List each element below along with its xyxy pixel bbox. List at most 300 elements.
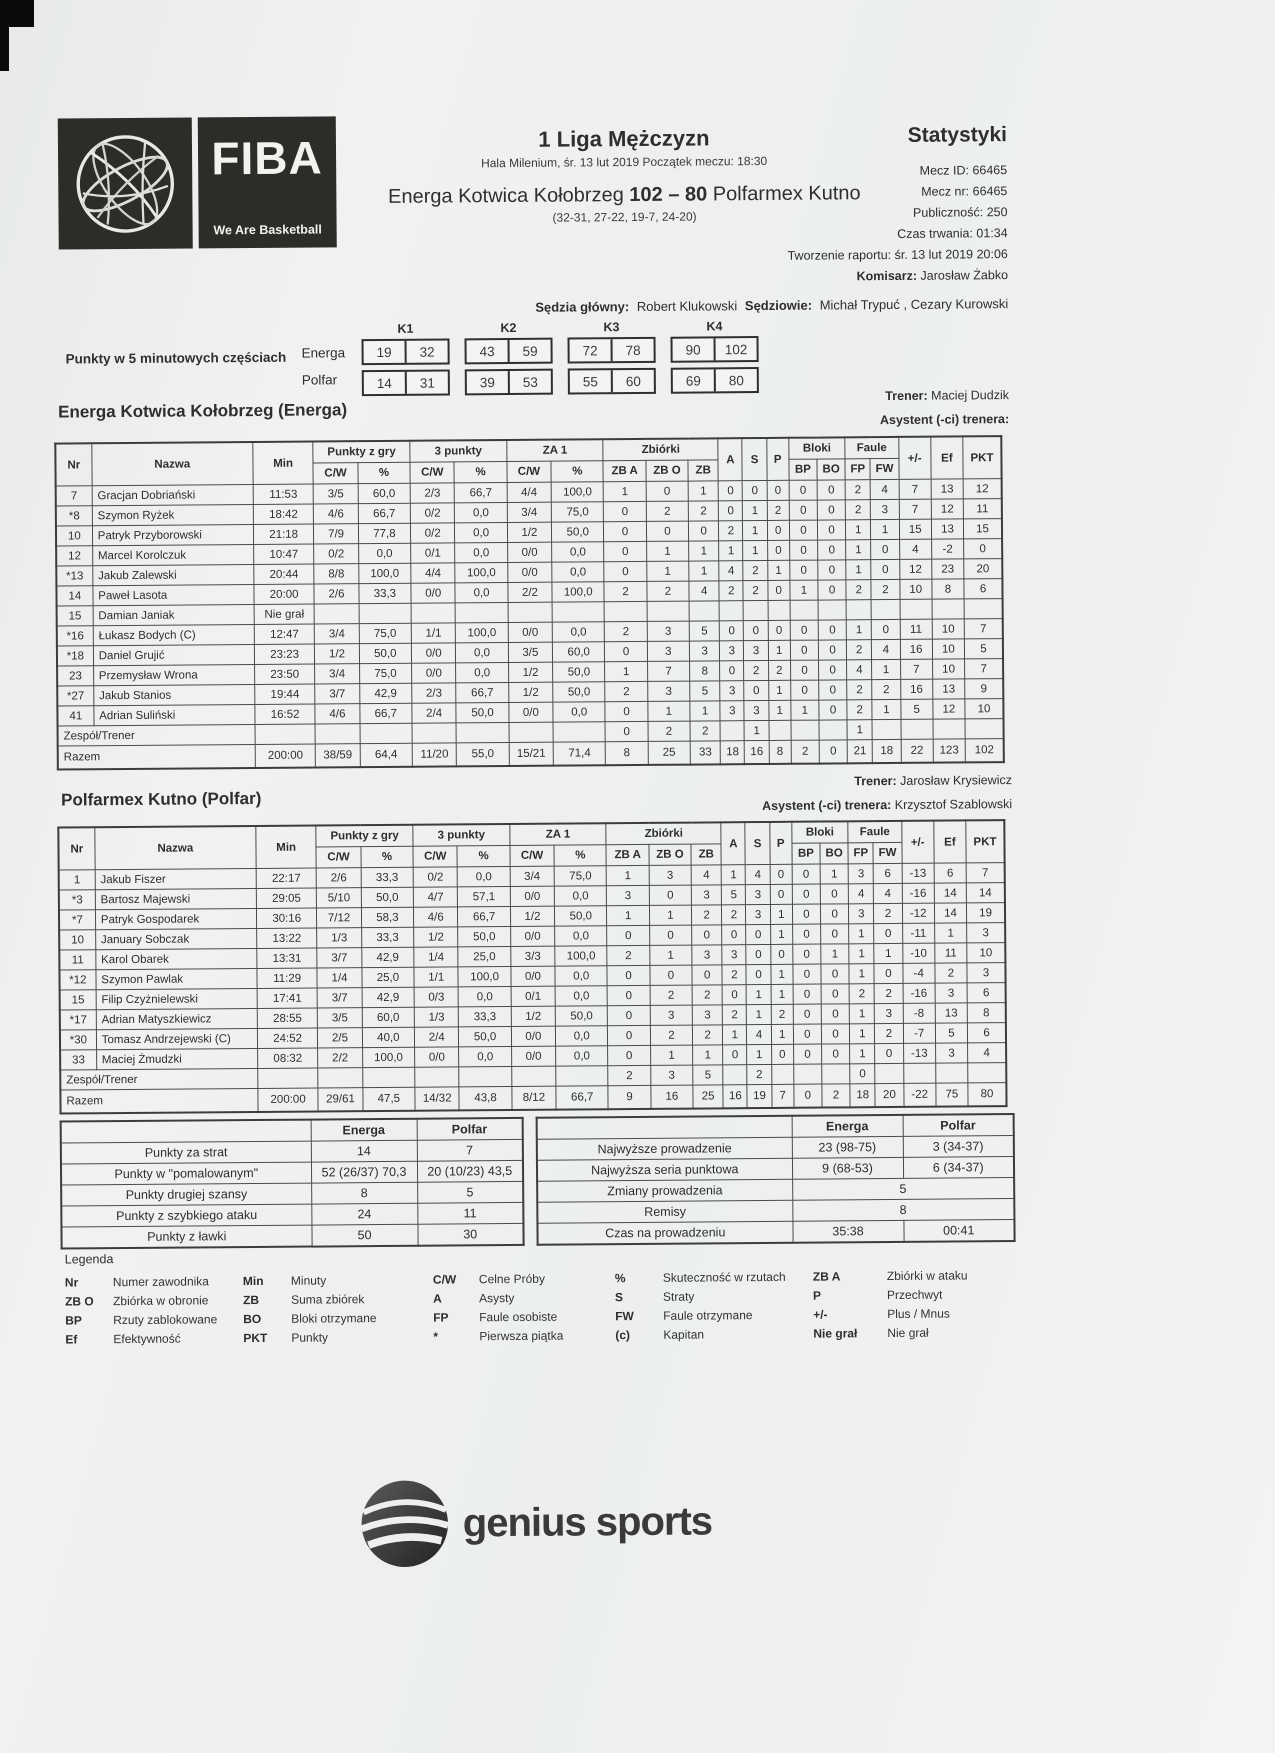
stat-cell: 50,0	[458, 926, 511, 946]
legend-definition: Straty	[662, 1289, 695, 1304]
stat-cell: 0	[819, 680, 847, 700]
stat-cell: 4	[719, 561, 743, 581]
stat-cell: 18:42	[253, 504, 314, 524]
stat-cell: 5	[693, 1065, 723, 1085]
summary-value: 5	[792, 1178, 1014, 1201]
legend-entry	[65, 1328, 243, 1348]
stat-cell: 10	[56, 526, 92, 546]
stat-cell: 4	[746, 864, 770, 884]
legend-entry	[65, 1309, 243, 1329]
total-cell: 8/12	[512, 1086, 556, 1110]
column-subheader: C/W	[313, 463, 357, 484]
stat-cell: 3	[647, 641, 689, 661]
column-subheader: C/W	[413, 846, 457, 867]
stat-cell: 1/2	[510, 906, 554, 926]
stat-cell: 12	[933, 699, 965, 719]
stat-cell: 4	[874, 883, 902, 903]
stat-cell: 3/7	[317, 988, 361, 1008]
stat-cell: 1	[849, 944, 874, 964]
summary-value: 23 (98-75)	[792, 1136, 903, 1158]
stat-cell: 0	[792, 884, 820, 904]
legend-entry	[65, 1271, 243, 1291]
column-header: P	[766, 438, 788, 481]
stat-cell	[872, 719, 900, 739]
column-header: Faule	[845, 437, 899, 459]
stat-cell: 6	[964, 579, 1003, 599]
total-cell: 0	[794, 1084, 822, 1108]
stat-cell: 1/2	[315, 644, 359, 664]
legend-column	[65, 1271, 244, 1348]
meta-value: Jarosław Żabko	[920, 268, 1009, 283]
summary-body	[537, 1136, 1015, 1245]
stat-cell: 1	[693, 1045, 723, 1065]
stat-cell: 50,0	[456, 703, 509, 723]
stat-cell	[771, 1064, 793, 1084]
stat-cell	[511, 1066, 555, 1086]
stat-cell: 8	[932, 579, 964, 599]
stat-cell: 58,3	[361, 907, 414, 927]
stat-cell: 0	[608, 985, 650, 1005]
stat-cell: 0	[792, 864, 820, 884]
quarter-group	[361, 321, 450, 401]
stat-cell: 7	[899, 499, 931, 519]
referee-main-name: Robert Klukowski	[636, 298, 738, 314]
stat-cell: 0	[604, 521, 646, 541]
stat-cell: 0	[793, 944, 821, 964]
stat-cell: 3	[848, 864, 873, 884]
stat-cell	[818, 600, 846, 620]
stat-cell	[936, 1063, 968, 1083]
stat-cell: 1	[846, 560, 871, 580]
legend-abbr: %	[614, 1270, 626, 1285]
quarter-score-cell: 102	[714, 338, 757, 360]
fiba-globe-icon	[58, 117, 193, 249]
total-cell: 200:00	[255, 744, 316, 768]
stat-cell	[819, 720, 847, 740]
stat-cell: 0	[604, 501, 646, 521]
meta-label: Mecz nr:	[921, 184, 973, 199]
stat-cell: 0,0	[556, 1046, 609, 1066]
stat-cell: 7	[899, 479, 931, 499]
stat-cell: 66,7	[358, 503, 411, 523]
stat-cell: 1/1	[414, 967, 458, 987]
total-cell: 2	[791, 740, 819, 764]
stat-cell: 0	[789, 500, 817, 520]
total-cell: 102	[965, 739, 1004, 763]
stat-cell: 0	[718, 481, 742, 501]
stat-cell	[769, 720, 791, 740]
stat-cell: 0	[646, 521, 688, 541]
legend-entry	[615, 1286, 813, 1307]
summary-label: Punkty w "pomalowanym"	[61, 1162, 311, 1185]
stat-cell: 19:44	[255, 684, 316, 704]
stat-cell	[315, 724, 359, 744]
quarter-score-pair	[464, 338, 552, 365]
legend-definition: Faule otrzymane	[663, 1307, 753, 1323]
stat-cell: 0	[744, 680, 768, 700]
stat-cell: 0	[692, 965, 722, 985]
stat-cell: 5	[900, 699, 932, 719]
player-name: Damian Janiak	[93, 605, 254, 626]
totals-label: Razem	[60, 1088, 258, 1113]
stat-cell: 14	[934, 903, 966, 923]
stat-cell: 0	[768, 580, 790, 600]
stat-cell: 2/6	[314, 584, 358, 604]
total-cell: -22	[903, 1083, 935, 1107]
stat-cell: 6	[967, 1023, 1006, 1043]
column-subheader: ZB A	[603, 460, 645, 481]
column-header: Nr	[55, 443, 92, 486]
stat-cell: 1	[767, 560, 789, 580]
total-cell: 200:00	[258, 1088, 319, 1112]
column-header: Nazwa	[95, 826, 257, 870]
stat-cell: 14	[934, 883, 966, 903]
stats-table-head	[58, 820, 1004, 870]
assistant-label: Asystent (-ci) trenera:	[879, 412, 1010, 428]
stat-cell: 1	[872, 699, 900, 719]
summary-value: 11	[417, 1202, 523, 1224]
column-subheader: FP	[848, 843, 873, 864]
column-header: PKT	[963, 436, 1002, 479]
stat-cell: 0	[767, 540, 789, 560]
stat-cell: 1	[604, 481, 646, 501]
stat-cell: 0	[607, 925, 649, 945]
stat-cell: 10	[967, 943, 1006, 963]
legend-column	[813, 1265, 1034, 1343]
player-name: Daniel Grujić	[93, 645, 254, 666]
summary-value: 24	[311, 1203, 417, 1225]
stat-cell: 13	[933, 679, 965, 699]
stat-cell: 3/4	[507, 502, 551, 522]
total-cell: 15/21	[509, 742, 553, 766]
away-team-name: Polfarmex Kutno	[712, 182, 861, 206]
stat-cell: 1	[846, 620, 871, 640]
quarter-score-cell: 59	[508, 340, 551, 362]
summary-value: 7	[417, 1139, 523, 1161]
stat-cell: 100,0	[458, 966, 511, 986]
stat-cell: 1	[747, 1004, 771, 1024]
stat-cell: 0	[771, 1044, 793, 1064]
stat-cell: 0	[818, 560, 846, 580]
stat-cell: 2	[608, 1065, 650, 1085]
stat-cell: 1	[872, 659, 900, 679]
stat-cell: 1/1	[411, 623, 455, 643]
stat-cell: 2	[605, 681, 647, 701]
legend	[65, 1264, 1211, 1349]
stat-cell: 0,0	[554, 886, 607, 906]
column-subheader: FW	[873, 842, 901, 863]
stat-cell	[255, 724, 316, 744]
stat-cell: 0/0	[510, 926, 554, 946]
total-cell: 25	[693, 1085, 723, 1109]
stats-heading: Statystyki	[907, 123, 1007, 147]
stat-cell: 1	[721, 865, 745, 885]
total-cell: 7	[772, 1084, 794, 1108]
stat-cell: 0	[646, 481, 688, 501]
stat-cell: 0	[821, 1024, 849, 1044]
stat-cell: 3	[647, 681, 689, 701]
summary-label: Punkty za strat	[61, 1141, 311, 1164]
stat-cell: 2	[743, 560, 767, 580]
stat-cell: 100,0	[362, 1047, 415, 1067]
legend-abbr: Nie grał	[813, 1325, 858, 1341]
stat-cell: 11	[59, 950, 95, 970]
quarter-score-cell: 78	[611, 339, 654, 361]
stat-cell: 1	[743, 520, 767, 540]
stat-cell	[932, 599, 964, 619]
stat-cell: 3/5	[313, 484, 357, 504]
stat-cell: *18	[57, 646, 93, 666]
stat-cell: 1	[770, 904, 792, 924]
player-name: Tomasz Andrzejewski (C)	[96, 1028, 257, 1049]
stat-cell: 100,0	[455, 563, 508, 583]
total-cell: 19	[747, 1084, 771, 1108]
stat-cell: 1	[790, 580, 818, 600]
column-subheader: ZB	[691, 844, 721, 865]
stat-cell	[415, 1067, 459, 1087]
stat-cell: 16	[900, 679, 932, 699]
stat-cell: 5	[935, 1023, 967, 1043]
summary-body	[61, 1139, 524, 1248]
team-column-header: Energa	[792, 1115, 903, 1137]
stat-cell: 1	[770, 924, 792, 944]
stat-cell: 16	[900, 639, 932, 659]
total-cell: 21	[847, 740, 872, 764]
stat-cell: 0/0	[511, 966, 555, 986]
stat-cell	[318, 1068, 362, 1088]
player-name: Filip Czyżnielewski	[96, 988, 257, 1009]
column-header: Nr	[58, 827, 95, 870]
stat-cell: -8	[903, 1003, 935, 1023]
stat-cell: 0	[875, 1043, 903, 1063]
stat-cell: 0	[746, 944, 770, 964]
stat-cell: 10	[59, 930, 95, 950]
stat-cell: 2	[771, 1004, 793, 1024]
stat-cell: 1	[743, 540, 767, 560]
total-cell: 33	[690, 741, 720, 765]
referees-label: Sędziowie:	[744, 297, 813, 314]
column-header: +/-	[901, 821, 934, 864]
stat-cell	[933, 719, 965, 739]
referees-line	[308, 296, 1008, 316]
stats-table-body	[59, 863, 1007, 1114]
stat-cell: 0	[719, 501, 743, 521]
stat-cell: 13	[935, 1003, 967, 1023]
stat-cell: 0	[608, 1025, 650, 1045]
stat-cell: 2	[648, 721, 690, 741]
stat-cell: 0	[871, 559, 899, 579]
stat-cell: 1	[743, 500, 767, 520]
stat-cell: 2	[688, 501, 718, 521]
away-coach-line	[512, 773, 1012, 791]
summary-value: 20 (10/23) 43,5	[417, 1160, 523, 1182]
column-header: 3 punkty	[410, 440, 507, 462]
stat-cell: 3/7	[315, 684, 359, 704]
column-header: Bloki	[792, 821, 849, 843]
team-row-label: Zespół/Trener	[58, 724, 256, 746]
stat-cell: 2	[847, 700, 872, 720]
stat-cell: 2	[845, 500, 870, 520]
stat-cell: -16	[903, 983, 935, 1003]
stat-cell	[509, 722, 553, 742]
stat-cell	[552, 602, 605, 622]
stat-cell: 0,0	[553, 702, 606, 722]
stat-cell: 1	[689, 541, 719, 561]
stat-cell: 0	[608, 1005, 650, 1025]
column-subheader: ZB O	[649, 844, 691, 865]
stat-cell: 5	[722, 885, 746, 905]
stat-cell: 2	[719, 581, 743, 601]
total-cell: 18	[873, 739, 901, 763]
stat-cell: 0	[818, 540, 846, 560]
stat-cell: 11:29	[257, 968, 318, 988]
quarter-group	[670, 319, 759, 399]
stat-cell: 41	[57, 706, 93, 726]
stat-cell: 23	[932, 559, 964, 579]
stat-cell: 3	[967, 963, 1006, 983]
column-header: Nazwa	[92, 442, 254, 486]
summary-label: Punkty z ławki	[61, 1225, 311, 1248]
stat-cell: 11	[935, 943, 967, 963]
summary-value: 8	[311, 1182, 417, 1204]
stat-cell: 2/6	[317, 868, 361, 888]
stat-cell: 66,7	[360, 703, 413, 723]
away-table-title: Polfarmex Kutno (Polfar)	[61, 788, 262, 810]
quarter-scores-title: Punkty w 5 minutowych częściach	[65, 349, 287, 367]
quarter-score-cell: 69	[685, 372, 701, 389]
quarter-group	[567, 320, 656, 400]
stat-cell: 0,0	[552, 542, 605, 562]
stat-cell: 2	[849, 984, 874, 1004]
total-cell: 2	[822, 1084, 850, 1108]
stat-cell: 0	[871, 539, 899, 559]
stat-cell: 3	[692, 1005, 722, 1025]
stat-cell: 0,0	[455, 543, 508, 563]
stat-cell: 0/0	[415, 1047, 459, 1067]
stat-cell: 12	[963, 479, 1002, 499]
stat-cell: -10	[902, 943, 934, 963]
stat-cell: 4	[747, 1024, 771, 1044]
quarter-score-pair	[567, 337, 655, 364]
column-header: Punkty z gry	[313, 441, 410, 463]
stat-cell: 0/2	[411, 523, 455, 543]
stat-cell: 2	[846, 580, 871, 600]
venue-line: Hala Milenium, śr. 13 lut 2019 Początek meczu: 18:30	[480, 153, 768, 171]
stat-cell: 0	[874, 923, 902, 943]
quarter-score-cell: 19	[376, 344, 392, 360]
column-header: Bloki	[789, 437, 846, 459]
stat-cell: 0/0	[510, 886, 554, 906]
assistant-name: Krzysztof Szablowski	[894, 797, 1013, 812]
home-stats-table-box	[54, 435, 1005, 770]
stat-cell	[455, 603, 508, 623]
column-subheader: C/W	[510, 845, 554, 866]
quarter-group	[464, 321, 553, 401]
genius-sphere-icon	[356, 1473, 453, 1575]
column-subheader: BP	[789, 459, 817, 480]
stat-cell: 3	[744, 700, 768, 720]
column-header: +/-	[898, 437, 931, 480]
leads-summary-table-box	[536, 1113, 1016, 1246]
stat-cell: 0	[789, 540, 817, 560]
summary-value: 35:38	[792, 1220, 903, 1242]
stat-cell: 2	[871, 579, 899, 599]
legend-abbr: ZB A	[812, 1268, 841, 1284]
stat-cell: 2	[744, 660, 768, 680]
column-subheader: FW	[870, 458, 898, 479]
stat-cell: 0,0	[459, 1046, 512, 1066]
column-header: ZA 1	[510, 823, 607, 845]
stat-cell: 60,0	[362, 1007, 415, 1027]
stat-cell: 50,0	[359, 643, 412, 663]
legend-definition: Pierwsza piątka	[479, 1328, 564, 1343]
stat-cell: 1	[648, 701, 690, 721]
stat-cell: 75,0	[554, 866, 607, 886]
column-header: Faule	[848, 821, 902, 843]
league-title: 1 Liga Mężczyzn	[538, 125, 710, 152]
stat-cell	[459, 1066, 512, 1086]
stat-cell: 0/1	[411, 543, 455, 563]
stat-cell: 30:16	[256, 908, 317, 928]
summary-label: Punkty drugiej szansy	[61, 1183, 311, 1206]
stat-cell: 0,0	[458, 867, 511, 887]
column-header: Min	[253, 442, 314, 485]
summary-value: 00:41	[903, 1220, 1014, 1242]
stat-cell: 0,0	[358, 543, 411, 563]
stat-cell: 0	[746, 924, 770, 944]
player-name: Marcel Korolczuk	[92, 545, 253, 566]
totals-label: Razem	[58, 744, 256, 769]
stat-cell: 2	[743, 580, 767, 600]
stat-cell: 0/2	[413, 867, 457, 887]
stat-cell: 0	[793, 1044, 821, 1064]
stat-cell: 0	[605, 641, 647, 661]
stat-cell: 6	[967, 983, 1006, 1003]
stat-cell: 0	[789, 480, 817, 500]
fiba-wordmark: FIBA	[211, 131, 323, 185]
home-table-title: Energa Kotwica Kołobrzeg (Energa)	[57, 400, 348, 422]
stat-cell: 14	[966, 883, 1005, 903]
meta-value: 250	[986, 205, 1008, 220]
stat-cell: 1	[850, 1024, 875, 1044]
stat-cell: 3	[871, 499, 899, 519]
total-cell: 14/32	[415, 1087, 459, 1111]
quarter-score-cell: 39	[479, 374, 495, 390]
stat-cell: 0	[819, 660, 847, 680]
quarter-label: K3	[603, 320, 620, 335]
stat-cell: 1	[747, 1044, 771, 1064]
stat-cell: 100,0	[555, 946, 608, 966]
stat-cell	[411, 603, 455, 623]
stat-cell: -13	[902, 863, 934, 883]
stat-cell	[846, 600, 871, 620]
stat-cell: 0	[820, 904, 848, 924]
stat-cell: -11	[902, 923, 934, 943]
stat-cell: 15	[899, 519, 931, 539]
stat-cell	[605, 601, 647, 621]
summary-label: Punkty z szybkiego ataku	[61, 1204, 311, 1227]
stat-cell	[768, 600, 790, 620]
referee-main-label: Sędzia główny:	[535, 299, 630, 315]
column-subheader: BO	[817, 459, 845, 480]
total-cell: 16	[745, 740, 769, 764]
stat-cell: 77,8	[358, 523, 411, 543]
quarter-score-cell: 72	[582, 342, 598, 358]
quarter-label: K4	[706, 319, 723, 334]
stat-cell: 0,0	[552, 562, 605, 582]
stat-cell: 0/1	[511, 986, 555, 1006]
stat-cell: 3/5	[508, 642, 552, 662]
